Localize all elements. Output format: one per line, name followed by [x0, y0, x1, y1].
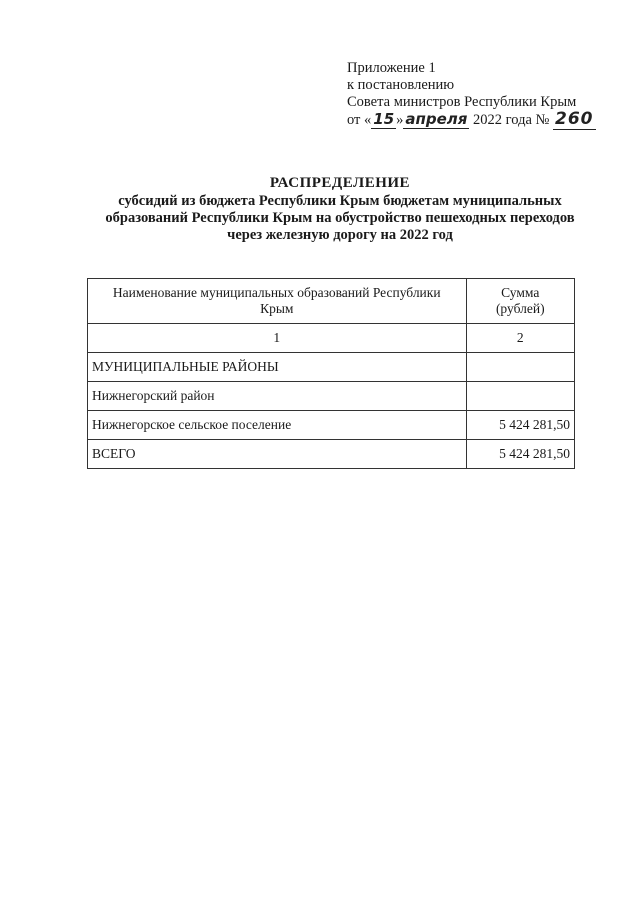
appendix-issuer: Совета министров Республики Крым — [347, 94, 577, 110]
date-prefix: от « — [347, 112, 372, 128]
header-name-line-1: Наименование муниципальных образований Республики — [112, 285, 441, 300]
row-name: ВСЕГО — [88, 440, 467, 469]
column-number-row — [88, 324, 575, 353]
column-number-2: 2 — [466, 324, 574, 353]
title-line-3: через железную дорогу на 2022 год — [227, 227, 453, 243]
row-name: Нижнегорский район — [88, 382, 467, 411]
table-row — [88, 411, 575, 440]
document-title — [80, 175, 600, 244]
row-sum — [466, 353, 574, 382]
appendix-date-line — [347, 111, 596, 129]
row-sum: 5 424 281,50 — [466, 440, 574, 469]
header-name-line-2: Крым — [260, 301, 294, 316]
date-day-handwritten: 15 — [373, 110, 395, 128]
table-row — [88, 353, 575, 382]
date-suffix: 2022 года № — [469, 112, 553, 128]
title-main: РАСПРЕДЕЛЕНИЕ — [269, 175, 411, 191]
title-line-1: субсидий из бюджета Республики Крым бюджетам муниципальных — [118, 193, 562, 209]
row-sum — [466, 382, 574, 411]
header-sum — [466, 279, 574, 324]
header-sum-line-1: Сумма — [501, 285, 540, 300]
row-name: Нижнегорское сельское поселение — [88, 411, 467, 440]
title-line-2: образований Республики Крым на обустройство пешеходных переходов — [105, 210, 575, 226]
header-sum-line-2: (рублей) — [495, 301, 545, 316]
date-mid: » — [396, 112, 404, 128]
distribution-table — [87, 278, 575, 469]
table-header-row — [88, 279, 575, 324]
row-name: МУНИЦИПАЛЬНЫЕ РАЙОНЫ — [88, 353, 467, 382]
row-sum: 5 424 281,50 — [466, 411, 574, 440]
document-number-handwritten: 260 — [555, 109, 594, 129]
header-name — [88, 279, 467, 324]
table-row-total — [88, 440, 575, 469]
appendix-reference: к постановлению — [347, 77, 455, 93]
appendix-label: Приложение 1 — [347, 60, 436, 76]
column-number-1: 1 — [88, 324, 467, 353]
date-month-handwritten: апреля — [405, 110, 468, 128]
appendix-block — [347, 60, 596, 129]
table-row — [88, 382, 575, 411]
